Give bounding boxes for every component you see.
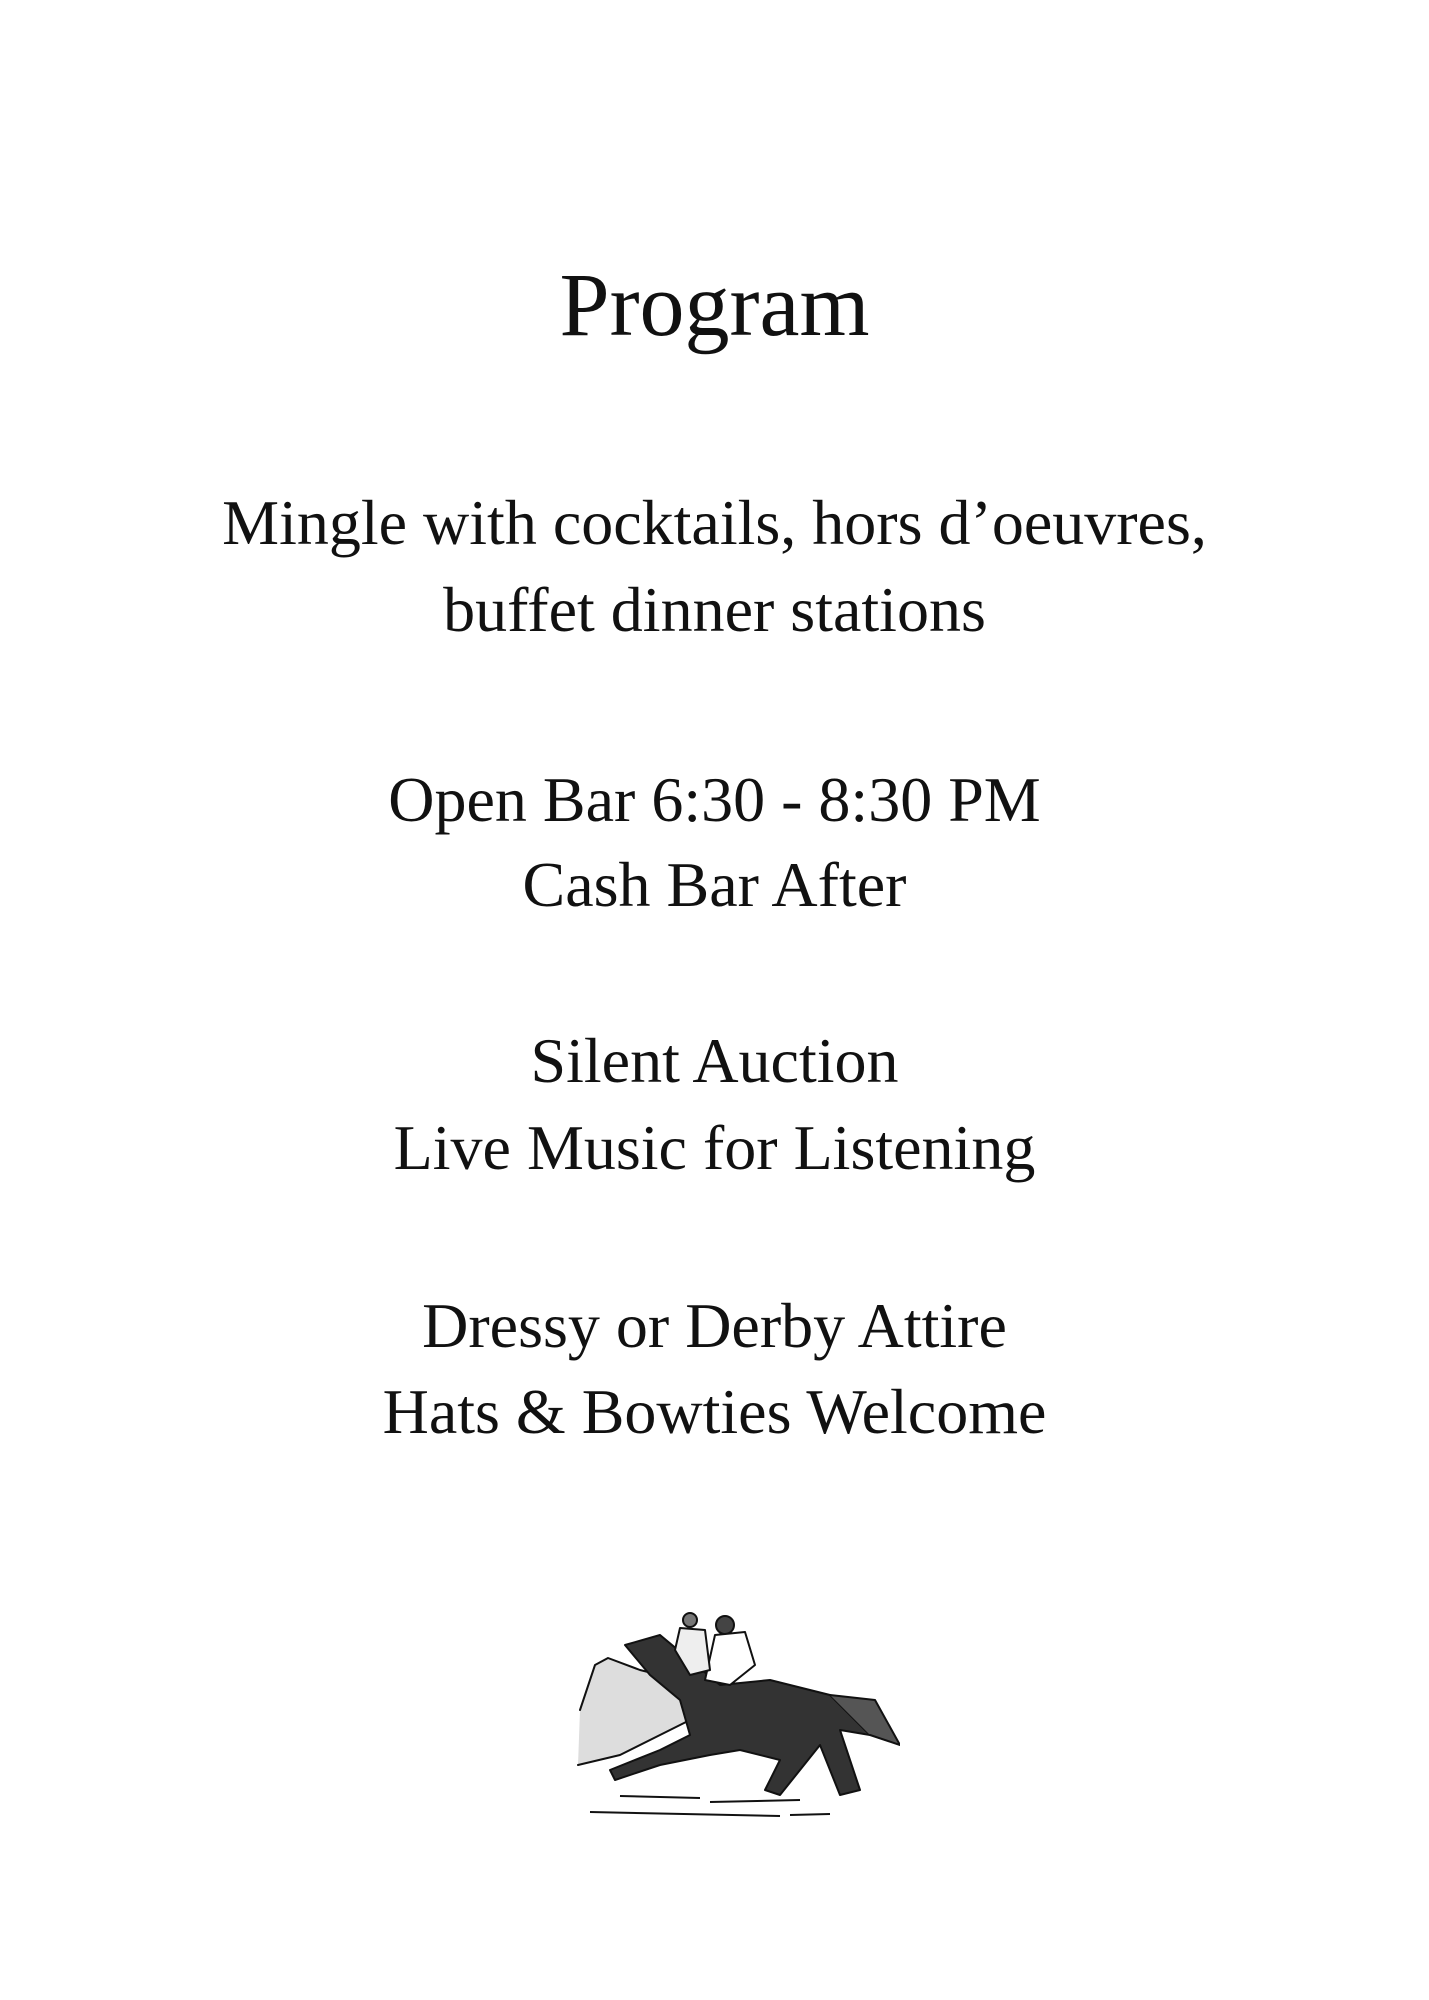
program-item-silent-auction: Silent Auction	[530, 1025, 899, 1096]
program-item-attire: Dressy or Derby Attire	[422, 1290, 1007, 1361]
page-title: Program	[559, 256, 870, 355]
program-item-live-music: Live Music for Listening	[393, 1112, 1036, 1183]
program-item-cash-bar: Cash Bar After	[522, 849, 907, 920]
program-item-mingle-line1: Mingle with cocktails, hors d’oeuvres,	[222, 487, 1207, 558]
program-item-open-bar: Open Bar 6:30 - 8:30 PM	[388, 764, 1041, 835]
racing-horses-illustration-icon	[540, 1570, 900, 1820]
program-item-hats-bowties: Hats & Bowties Welcome	[382, 1376, 1047, 1447]
program-item-mingle-line2: buffet dinner stations	[443, 574, 986, 645]
